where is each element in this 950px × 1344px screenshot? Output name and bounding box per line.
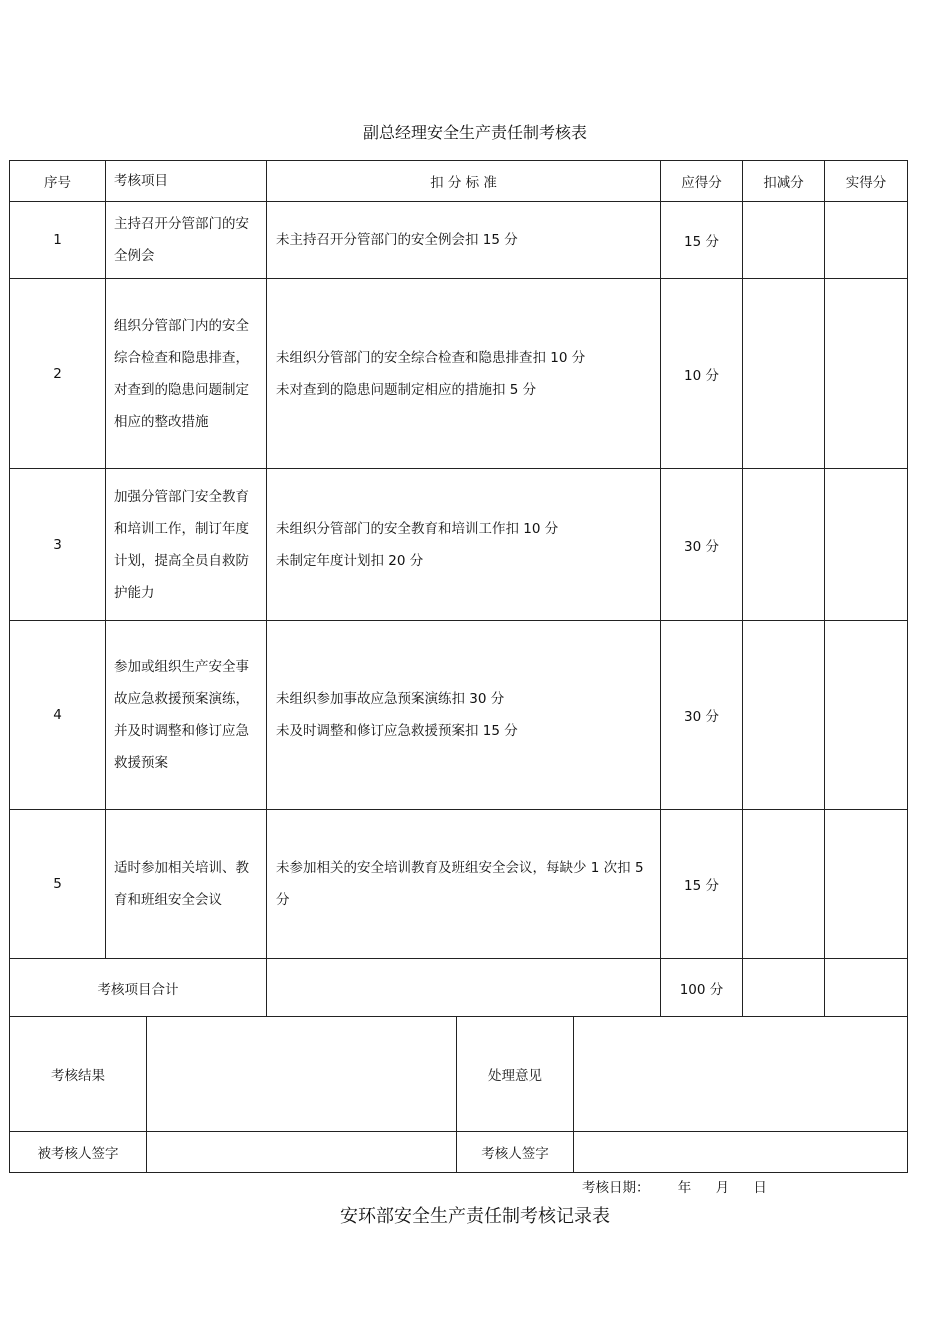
date-label: 考核日期： bbox=[582, 1180, 650, 1196]
header-score: 应得分 bbox=[661, 161, 743, 202]
standard-line: 未制定年度计划扣 20 分 bbox=[276, 552, 424, 569]
total-label: 考核项目合计 bbox=[10, 959, 267, 1017]
assessee-signature-label: 被考核人签字 bbox=[10, 1132, 147, 1173]
row-deduct-cell[interactable] bbox=[743, 202, 825, 279]
signature-row bbox=[10, 1132, 908, 1173]
result-row bbox=[10, 1017, 908, 1132]
table-header-row bbox=[10, 161, 908, 202]
row-actual-cell[interactable] bbox=[825, 279, 908, 469]
row-actual-cell[interactable] bbox=[825, 810, 908, 959]
row-standard bbox=[267, 810, 661, 959]
opinion-field[interactable] bbox=[574, 1017, 908, 1132]
opinion-label: 处理意见 bbox=[457, 1017, 574, 1132]
row-standard bbox=[267, 202, 661, 279]
standard-line: 未主持召开分管部门的安全例会扣 15 分 bbox=[276, 232, 518, 248]
total-deduct-cell[interactable] bbox=[743, 959, 825, 1017]
assessee-signature-field[interactable] bbox=[147, 1132, 457, 1173]
standard-line: 未组织参加事故应急预案演练扣 30 分 bbox=[276, 691, 505, 707]
row-standard bbox=[267, 469, 661, 621]
row-item: 加强分管部门安全教育和培训工作，制订年度计划，提高全员自救防护能力 bbox=[106, 469, 267, 621]
table-row bbox=[10, 279, 908, 469]
date-year: 年 bbox=[677, 1180, 692, 1196]
row-no: 5 bbox=[10, 810, 106, 959]
row-score: 15 分 bbox=[661, 202, 743, 279]
row-no: 1 bbox=[10, 202, 106, 279]
row-item: 组织分管部门内的安全综合检查和隐患排查，对查到的隐患问题制定相应的整改措施 bbox=[106, 279, 267, 469]
row-actual-cell[interactable] bbox=[825, 469, 908, 621]
assessment-date bbox=[582, 1176, 787, 1196]
assessor-signature-label: 考核人签字 bbox=[457, 1132, 574, 1173]
standard-line: 未及时调整和修订应急救援预案扣 15 分 bbox=[276, 723, 518, 739]
header-actual: 实得分 bbox=[825, 161, 908, 202]
header-item: 考核项目 bbox=[106, 161, 267, 202]
page-title: 副总经理安全生产责任制考核表 bbox=[362, 123, 587, 142]
row-no: 3 bbox=[10, 469, 106, 621]
row-score: 10 分 bbox=[661, 279, 743, 469]
result-field[interactable] bbox=[147, 1017, 457, 1132]
date-day: 日 bbox=[753, 1180, 767, 1196]
standard-line: 未组织分管部门的安全教育和培训工作扣 10 分 bbox=[276, 520, 559, 537]
header-standard: 扣 分 标 准 bbox=[267, 161, 661, 202]
result-label: 考核结果 bbox=[10, 1017, 147, 1132]
date-month: 月 bbox=[715, 1180, 730, 1196]
row-no: 2 bbox=[10, 279, 106, 469]
row-item: 参加或组织生产安全事故应急救援预案演练，并及时调整和修订应急救援预案 bbox=[106, 621, 267, 810]
signoff-table bbox=[9, 1016, 908, 1173]
row-deduct-cell[interactable] bbox=[743, 810, 825, 959]
table-row bbox=[10, 621, 908, 810]
row-actual-cell[interactable] bbox=[825, 202, 908, 279]
total-actual-cell[interactable] bbox=[825, 959, 908, 1017]
row-item: 主持召开分管部门的安全例会 bbox=[106, 202, 267, 279]
row-score: 30 分 bbox=[661, 469, 743, 621]
row-score: 30 分 bbox=[661, 621, 743, 810]
assessment-table bbox=[9, 160, 908, 1017]
row-actual-cell[interactable] bbox=[825, 621, 908, 810]
row-deduct-cell[interactable] bbox=[743, 621, 825, 810]
total-score: 100 分 bbox=[661, 959, 743, 1017]
row-deduct-cell[interactable] bbox=[743, 279, 825, 469]
standard-line: 未参加相关的安全培训教育及班组安全会议，每缺少 1 次扣 5 分 bbox=[276, 860, 644, 908]
table-row bbox=[10, 202, 908, 279]
row-standard bbox=[267, 621, 661, 810]
total-standard-cell bbox=[267, 959, 661, 1017]
row-standard bbox=[267, 279, 661, 469]
total-row bbox=[10, 959, 908, 1017]
table-row bbox=[10, 810, 908, 959]
header-no: 序号 bbox=[10, 161, 106, 202]
table-row bbox=[10, 469, 908, 621]
row-no: 4 bbox=[10, 621, 106, 810]
standard-line: 未对查到的隐患问题制定相应的措施扣 5 分 bbox=[276, 381, 537, 398]
next-page-title: 安环部安全生产责任制考核记录表 bbox=[340, 1206, 610, 1227]
row-deduct-cell[interactable] bbox=[743, 469, 825, 621]
assessor-signature-field[interactable] bbox=[574, 1132, 908, 1173]
standard-line: 未组织分管部门的安全综合检查和隐患排查扣 10 分 bbox=[276, 349, 586, 366]
header-deduct: 扣减分 bbox=[743, 161, 825, 202]
row-score: 15 分 bbox=[661, 810, 743, 959]
row-item: 适时参加相关培训、教育和班组安全会议 bbox=[106, 810, 267, 959]
